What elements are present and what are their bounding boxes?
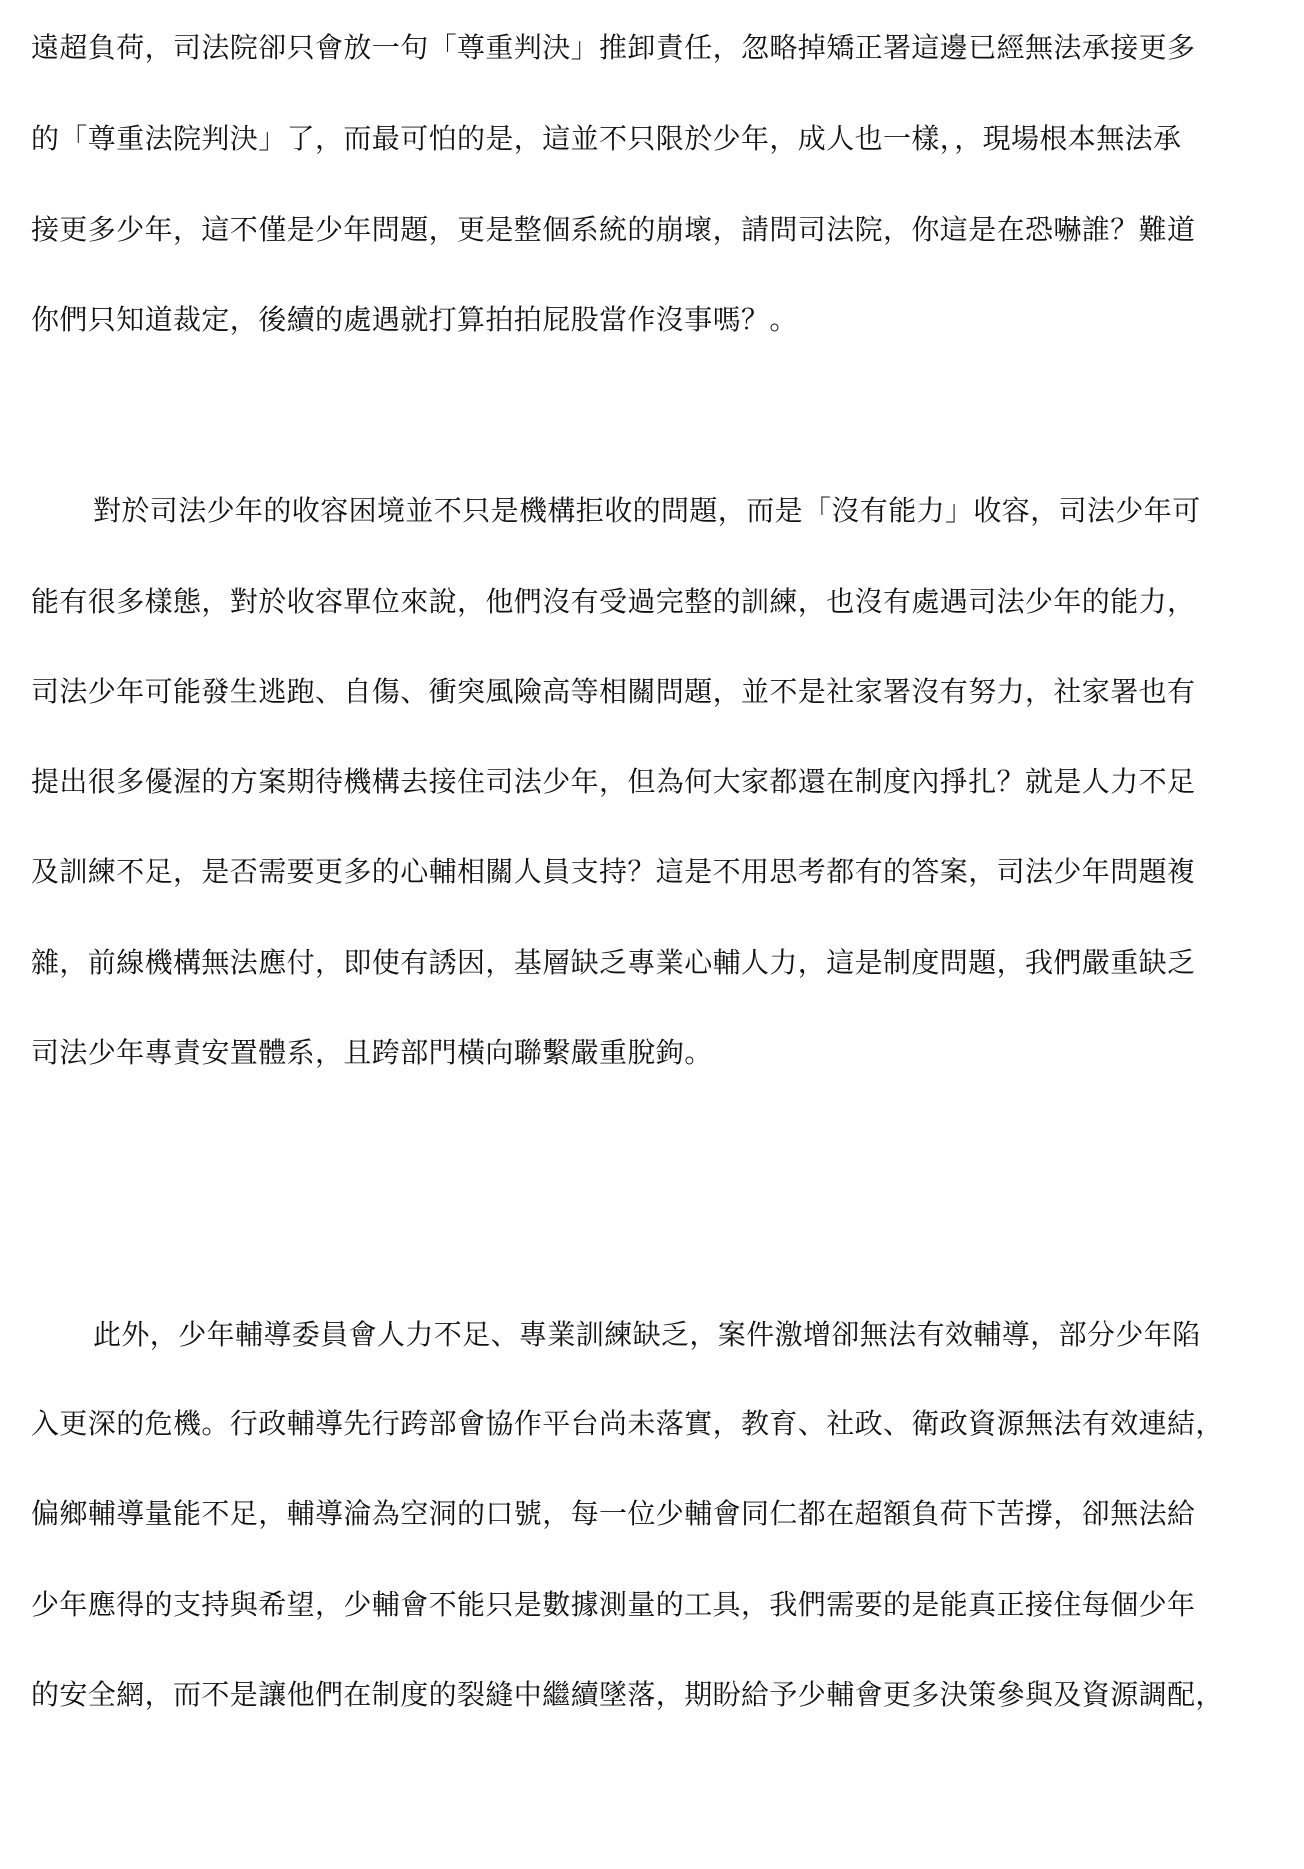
text-line: 入更深的危機。行政輔導先行跨部會協作平台尚未落實，教育、社政、衛政資源無法有效連結， xyxy=(31,1407,1224,1440)
text-line: 提出很多優渥的方案期待機構去接住司法少年，但為何大家都還在制度內掙扎？就是人力不足 xyxy=(31,765,1196,798)
text-line: 及訓練不足，是否需要更多的心輔相關人員支持？這是不用思考都有的答案，司法少年問題複 xyxy=(31,855,1196,888)
text-line: 雜，前線機構無法應付，即使有誘因，基層缺乏專業心輔人力，這是制度問題，我們嚴重缺乏 xyxy=(31,946,1196,979)
text-line: 遠超負荷，司法院卻只會放一句「尊重判決」推卸責任，忽略掉矯正署這邊已經無法承接更多 xyxy=(31,31,1196,64)
text-line: 接更多少年，這不僅是少年問題，更是整個系統的崩壞，請問司法院，你這是在恐嚇誰？難道 xyxy=(31,213,1196,246)
text-line: 偏鄉輔導量能不足，輔導淪為空洞的口號，每一位少輔會同仁都在超額負荷下苦撐，卻無法給 xyxy=(31,1497,1196,1530)
text-line: 對於司法少年的收容困境並不只是機構拒收的問題，而是「沒有能力」收容，司法少年可 xyxy=(93,494,1201,527)
text-line: 你們只知道裁定，後續的處遇就打算拍拍屁股當作沒事嗎？。 xyxy=(31,303,798,336)
text-line: 的「尊重法院判決」了，而最可怕的是，這並不只限於少年，成人也一樣，，現場根本無法承 xyxy=(31,122,1182,155)
text-line: 能有很多樣態，對於收容單位來說，他們沒有受過完整的訓練，也沒有處遇司法少年的能力， xyxy=(31,585,1196,618)
text-line: 司法少年專責安置體系，且跨部門橫向聯繫嚴重脫鉤。 xyxy=(31,1036,713,1069)
text-line: 此外，少年輔導委員會人力不足、專業訓練缺乏，案件激增卻無法有效輔導，部分少年陷 xyxy=(93,1318,1201,1351)
text-line: 司法少年可能發生逃跑、自傷、衝突風險高等相關問題，並不是社家署沒有努力，社家署也有 xyxy=(31,675,1196,708)
text-line: 少年應得的支持與希望，少輔會不能只是數據測量的工具，我們需要的是能真正接住每個少年 xyxy=(31,1588,1196,1621)
text-line: 的安全網，而不是讓他們在制度的裂縫中繼續墜落，期盼給予少輔會更多決策參與及資源調配， xyxy=(31,1678,1224,1711)
